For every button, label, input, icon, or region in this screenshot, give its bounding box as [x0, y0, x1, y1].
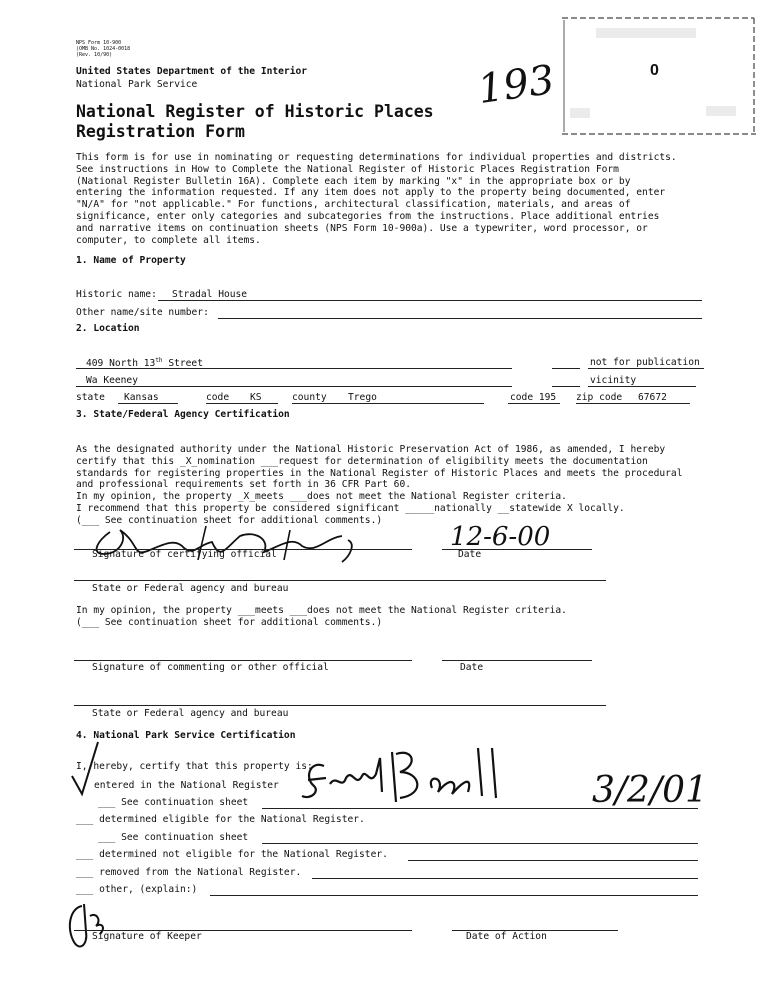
instructions-line: (National Register Bulletin 16A). Complete each item by marking "x" in the appropriate box or by: [76, 175, 631, 187]
page-title-line-2: Registration Form: [76, 122, 245, 141]
section-1-heading: 1. Name of Property: [76, 255, 186, 266]
commenting-date-line: [442, 660, 592, 661]
instructions-line: This form is for use in nominating or requesting determinations for individual properties and districts.: [76, 152, 677, 163]
not-for-publication-label: not for publication: [590, 357, 700, 368]
historic-name-value[interactable]: Stradal House: [172, 289, 248, 300]
certification-line: As the designated authority under the National Historic Preservation Act of 1986, as amended, I hereby: [76, 444, 666, 455]
nps-line-removed: [312, 878, 698, 879]
certification-line: certify that this _X_nomination ___request for determination of eligibility meets the documentation: [76, 455, 648, 467]
agency-label-2: State or Federal agency and bureau: [92, 708, 289, 719]
action-date-label: Date of Action: [466, 931, 547, 942]
nps-certify-intro: I, hereby, certify that this property is:: [76, 761, 313, 772]
section-4-heading: 4. National Park Service Certification: [76, 730, 296, 741]
certifying-signature-label: Signature of certifying official: [92, 549, 277, 560]
section-2-heading: 2. Location: [76, 323, 140, 334]
instructions-line: computer, to complete all items.: [76, 234, 261, 246]
instructions-line: entering the information requested. If any item does not apply to the property being documented, enter: [76, 187, 666, 199]
street-line: [76, 368, 512, 369]
agency-line-2: [74, 705, 606, 706]
certification-line: I recommend that this property be considered significant _____nationally __statewide X locally.: [76, 502, 625, 514]
page-title-line-1: National Register of Historic Places: [76, 102, 434, 121]
section-3-heading: 3. State/Federal Agency Certification: [76, 409, 290, 420]
form-revision: (Rev. 10/90): [76, 52, 113, 58]
omb-number: (OMB No. 1024-0018: [76, 46, 131, 52]
instructions-paragraph: [76, 152, 677, 246]
nps-item-removed[interactable]: ___ removed from the National Register.: [76, 867, 302, 878]
keeper-date-handwritten: 3/2/01: [592, 770, 708, 811]
form-number: NPS Form 10-900: [76, 40, 122, 46]
county-label: county: [292, 392, 327, 403]
handwritten-page-number: 193: [475, 56, 558, 114]
nps-item-not-eligible[interactable]: ___ determined not eligible for the National Register.: [76, 849, 388, 860]
instructions-line: significance, enter only categories and subcategories from the instructions. Place additional entries: [76, 210, 660, 222]
zip-label: zip code: [576, 392, 623, 403]
service-name: National Park Service: [76, 79, 198, 90]
other-name-line[interactable]: [218, 318, 702, 319]
vicinity-label: vicinity: [590, 375, 637, 386]
department-name: United States Department of the Interior: [76, 66, 308, 77]
nps-line-other: [210, 895, 698, 896]
street-address[interactable]: 409 North 13th Street: [86, 357, 203, 370]
instructions-line: and narrative items on continuation sheets (NPS Form 10-900a). Use a typewriter, word processor, or: [76, 222, 648, 234]
county-value[interactable]: Trego: [348, 392, 377, 403]
commenting-signature-line: [74, 660, 412, 661]
commenting-continuation: (___ See continuation sheet for additional comments.): [76, 617, 383, 628]
zip-value[interactable]: 67672: [638, 392, 667, 403]
nps-item-entered[interactable]: entered in the National Register: [94, 780, 279, 791]
keeper-initials: [62, 898, 112, 954]
county-line: [292, 403, 484, 404]
city-value[interactable]: Wa Keeney: [86, 375, 138, 386]
nps-item-eligible[interactable]: ___ determined eligible for the National Register.: [76, 814, 365, 825]
zip-line: [576, 403, 690, 404]
certification-date-handwritten: 12-6-00: [450, 522, 551, 552]
nps-item-continuation-1[interactable]: ___ See continuation sheet: [98, 797, 249, 808]
certification-line: standards for registering properties in the National Register of Historic Places and meets the procedural: [76, 467, 683, 479]
nps-line-not-eligible: [408, 860, 698, 861]
vicinity-line: [588, 386, 696, 387]
historic-name-label: Historic name:: [76, 289, 157, 300]
commenting-opinion: In my opinion, the property ___meets ___does not meet the National Register criteria.: [76, 605, 567, 616]
certification-line: (___ See continuation sheet for additional comments.): [76, 514, 383, 526]
commenting-signature-label: Signature of commenting or other official: [92, 662, 329, 673]
nps-item-continuation-2[interactable]: ___ See continuation sheet: [98, 832, 249, 843]
not-for-publication-line: [588, 368, 704, 369]
certification-line: and professional requirements set forth in 36 CFR Part 60.: [76, 479, 412, 491]
state-code-label: code: [206, 392, 230, 403]
instructions-line: See instructions in How to Complete the National Register of Historic Places Registration Form: [76, 163, 619, 175]
instructions-line: "N/A" for "not applicable." For functions, architectural classification, materials, and areas of: [76, 199, 631, 211]
certifying-official-signature: [80, 520, 380, 570]
nps-line-continuation-2: [262, 843, 698, 844]
state-code-value[interactable]: KS: [250, 392, 262, 403]
receipt-stamp: [556, 14, 762, 138]
stamp-digit: 0: [650, 62, 659, 79]
not-for-publication-blank[interactable]: [552, 368, 580, 369]
keeper-signature-label: Signature of Keeper: [92, 931, 202, 942]
county-code[interactable]: code 195: [510, 392, 557, 403]
historic-name-line: [158, 300, 702, 301]
vicinity-blank[interactable]: [552, 386, 580, 387]
certification-paragraph: [76, 444, 682, 527]
county-code-line: [508, 403, 560, 404]
state-code-line: [206, 403, 278, 404]
other-name-label: Other name/site number:: [76, 307, 209, 318]
commenting-date-label: Date: [460, 662, 484, 673]
nps-item-other[interactable]: ___ other, (explain:): [76, 884, 198, 895]
state-value[interactable]: Kansas: [124, 392, 159, 403]
state-line: [118, 403, 178, 404]
certifying-date-label: Date: [458, 549, 482, 560]
city-line: [76, 386, 512, 387]
state-label: state: [76, 392, 105, 403]
keeper-signature: [296, 744, 536, 812]
agency-line: [74, 580, 606, 581]
agency-label: State or Federal agency and bureau: [92, 583, 289, 594]
certification-line: In my opinion, the property _X_meets ___does not meet the National Register criteria.: [76, 491, 567, 503]
